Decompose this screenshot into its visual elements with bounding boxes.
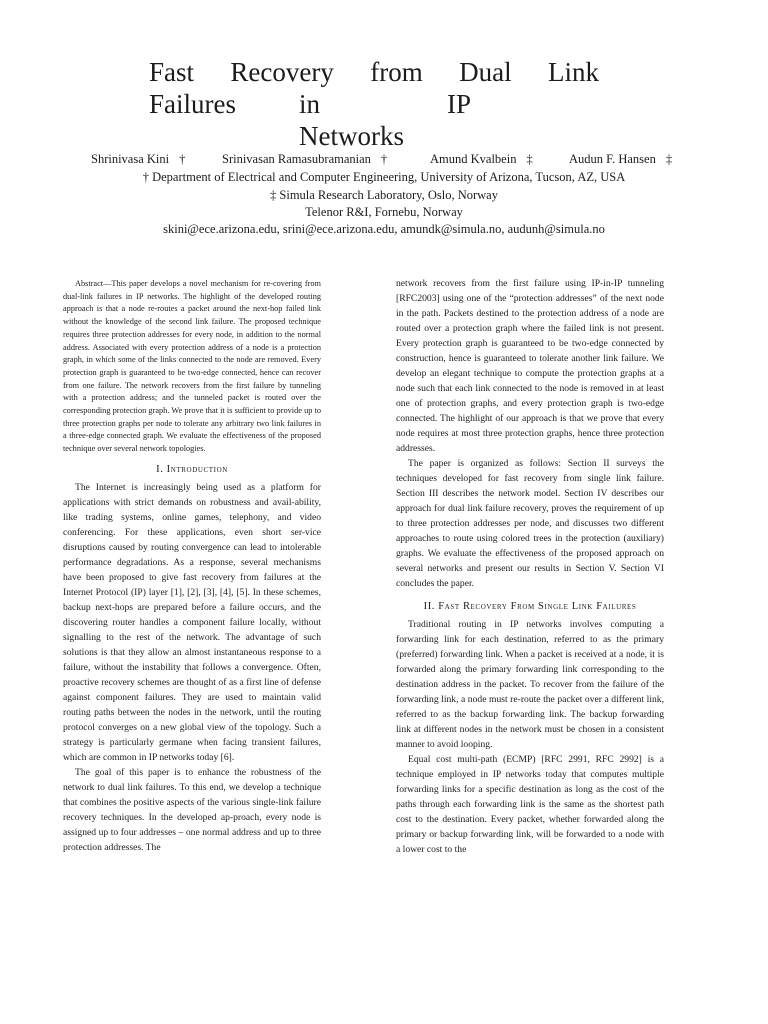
paragraph: The Internet is increasingly being used as a platform for applications with strict demands on robustness and avail-ability, like trading systems, online games, telephony, and video conferencing. For these applications, even short ser-vice disruptions caused by routing convergence can lead to intolerable performance degradations. As a response, several mechanisms have been proposed to give fast recovery from failures at the Internet Protocol (IP) layer [1], [2], [3], [4], [5]. In these schemes, backup next-hops are prepared before a failure occurs, and the discovering router handles a component failure locally, without signalling to the rest of the network. The advantage of such solutions is that they allow an almost instantaneous response to a failure, without the instability that follows a convergence. Often, proactive recovery schemes are thought of as a first line of defense against component failures. They are used to maintain valid routing paths between the nodes in the network, until the routing protocol converges on a new global view of the topology. Such a strategy is particularly germane when facing transient failures, which are common in IP networks today [6]. xyxy=(63,481,321,763)
title-line-2 xyxy=(149,88,599,120)
abstract: Abstract—This paper develops a novel mechanism for re-covering from dual-link failures in IP networks. The highlight of the developed routing approach is that a node re-routes a packet around the next-hop failed link without the knowledge of the second link failure. The proposed technique requires three protection addresses for every node, in addition to the normal address. Associated with every protection address of a node is a protection graph, in which some of the links connected to the node are removed. Every protection graph is guaranteed to be two-edge connected, hence can recover from one failure. The network recovers from the first failure by tunneling with a protection address; and the tunneled packet is routed over the corresponding protection graph. We prove that it is sufficient to provide up to three protection graphs per node to tolerate any arbitrary two link failures in a three-edge connected graph. We evaluate the effectiveness of the proposed technique over several network topologies. xyxy=(63,279,321,454)
author xyxy=(569,152,672,167)
section-heading: I. Introduction xyxy=(156,463,228,475)
paragraph: The paper is organized as follows: Section II surveys the techniques developed for fast recovery from single link failure. Section III describes the network model. Section IV describes our approach for dual link failure recovery, proves the requirement of up to three protection addresses per node, and discusses two different approaches to route using colored trees in the protection (auxiliary) graphs. We evaluate the effectiveness of the proposed approach on several networks and present our results in Section V. Section VI concludes the paper. xyxy=(396,458,664,589)
title-word: Fast xyxy=(149,57,195,87)
author-name: Shrinivasa Kini xyxy=(91,152,170,166)
title-word: Recovery xyxy=(230,57,334,87)
author-mark: † xyxy=(380,152,388,166)
title-word: in xyxy=(299,89,321,119)
paragraph: Traditional routing in IP networks involves computing a forwarding link for each destination, referred to as the primary (preferred) forwarding link. When a packet is received at a node, it is forwarded along the primary forwarding link corresponding to the destination address in the packet. To recover from the failure of the forwarding link, a node must re-route the packet over a different link, referred to as the backup forwarding link. The backup forwarding link at different nodes in the network must be chosen in a consistent manner to avoid looping. xyxy=(396,619,664,750)
title-word: from xyxy=(370,57,423,87)
author-name: Audun F. Hansen xyxy=(569,152,656,166)
left-column xyxy=(63,278,321,855)
right-column xyxy=(396,276,664,857)
author xyxy=(222,152,387,167)
paper-title xyxy=(149,56,599,152)
title-word: Link xyxy=(548,57,599,87)
paragraph: Equal cost multi-path (ECMP) [RFC 2991, RFC 2992] is a technique employed in IP networks today that computes multiple forwarding links for a specific destination as long as the cost of the paths through each forwarding link is the same as the shortest path cost to the destination. Every packet, whether forwarded along the primary or backup forwarding link, will be forwarded to a node with a lower cost to the xyxy=(396,754,664,855)
affiliation-line: † Department of Electrical and Computer Engineering, University of Arizona, Tucson, AZ, USA xyxy=(142,170,626,184)
author-mark: ‡ xyxy=(665,152,673,166)
affiliation-line: ‡ Simula Research Laboratory, Oslo, Norway xyxy=(270,188,498,202)
title-word: IP xyxy=(447,89,472,119)
author xyxy=(91,152,185,167)
author xyxy=(430,152,533,167)
title-line-3 xyxy=(149,120,599,152)
title-line-1 xyxy=(149,56,599,88)
title-word: Networks xyxy=(299,121,404,151)
author-name: Srinivasan Ramasubramanian xyxy=(222,152,371,166)
section-heading: II. Fast Recovery From Single Link Failures xyxy=(423,601,637,612)
author-name: Amund Kvalbein xyxy=(430,152,517,166)
title-word: Failures xyxy=(149,89,236,119)
paragraph: network recovers from the first failure using IP-in-IP tunneling [RFC2003] using one of the “protection addresses” of the next node in the path. Packets destined to the protection address of a node are routed over a protection graph where the failed link is not present. Every protection graph is guaranteed to be two-edge connected by construction, hence is guaranteed to tolerate another link failure. We develop an elegant technique to compute the protection graphs at a node such that each link connected to the node is removed in at least one of protection graphs, and every protection graph is two-edge connected. The highlight of our approach is that we prove that every node requires at most three protection graphs, hence three protection addresses. xyxy=(396,278,664,454)
title-word: Dual xyxy=(459,57,512,87)
affiliation-line: Telenor R&I, Fornebu, Norway xyxy=(305,205,463,219)
author-mark: ‡ xyxy=(526,152,533,166)
paragraph: The goal of this paper is to enhance the robustness of the network to dual link failures. To this end, we develop a technique that combines the positive aspects of the various single-link failure recovery techniques. In the developed ap-proach, every node is assigned up to four addresses – one normal address and up to three protection addresses. The xyxy=(63,766,321,853)
author-mark: † xyxy=(179,152,186,166)
email-line: skini@ece.arizona.edu, srini@ece.arizona.edu, amundk@simula.no, audunh@simula.no xyxy=(163,222,605,236)
